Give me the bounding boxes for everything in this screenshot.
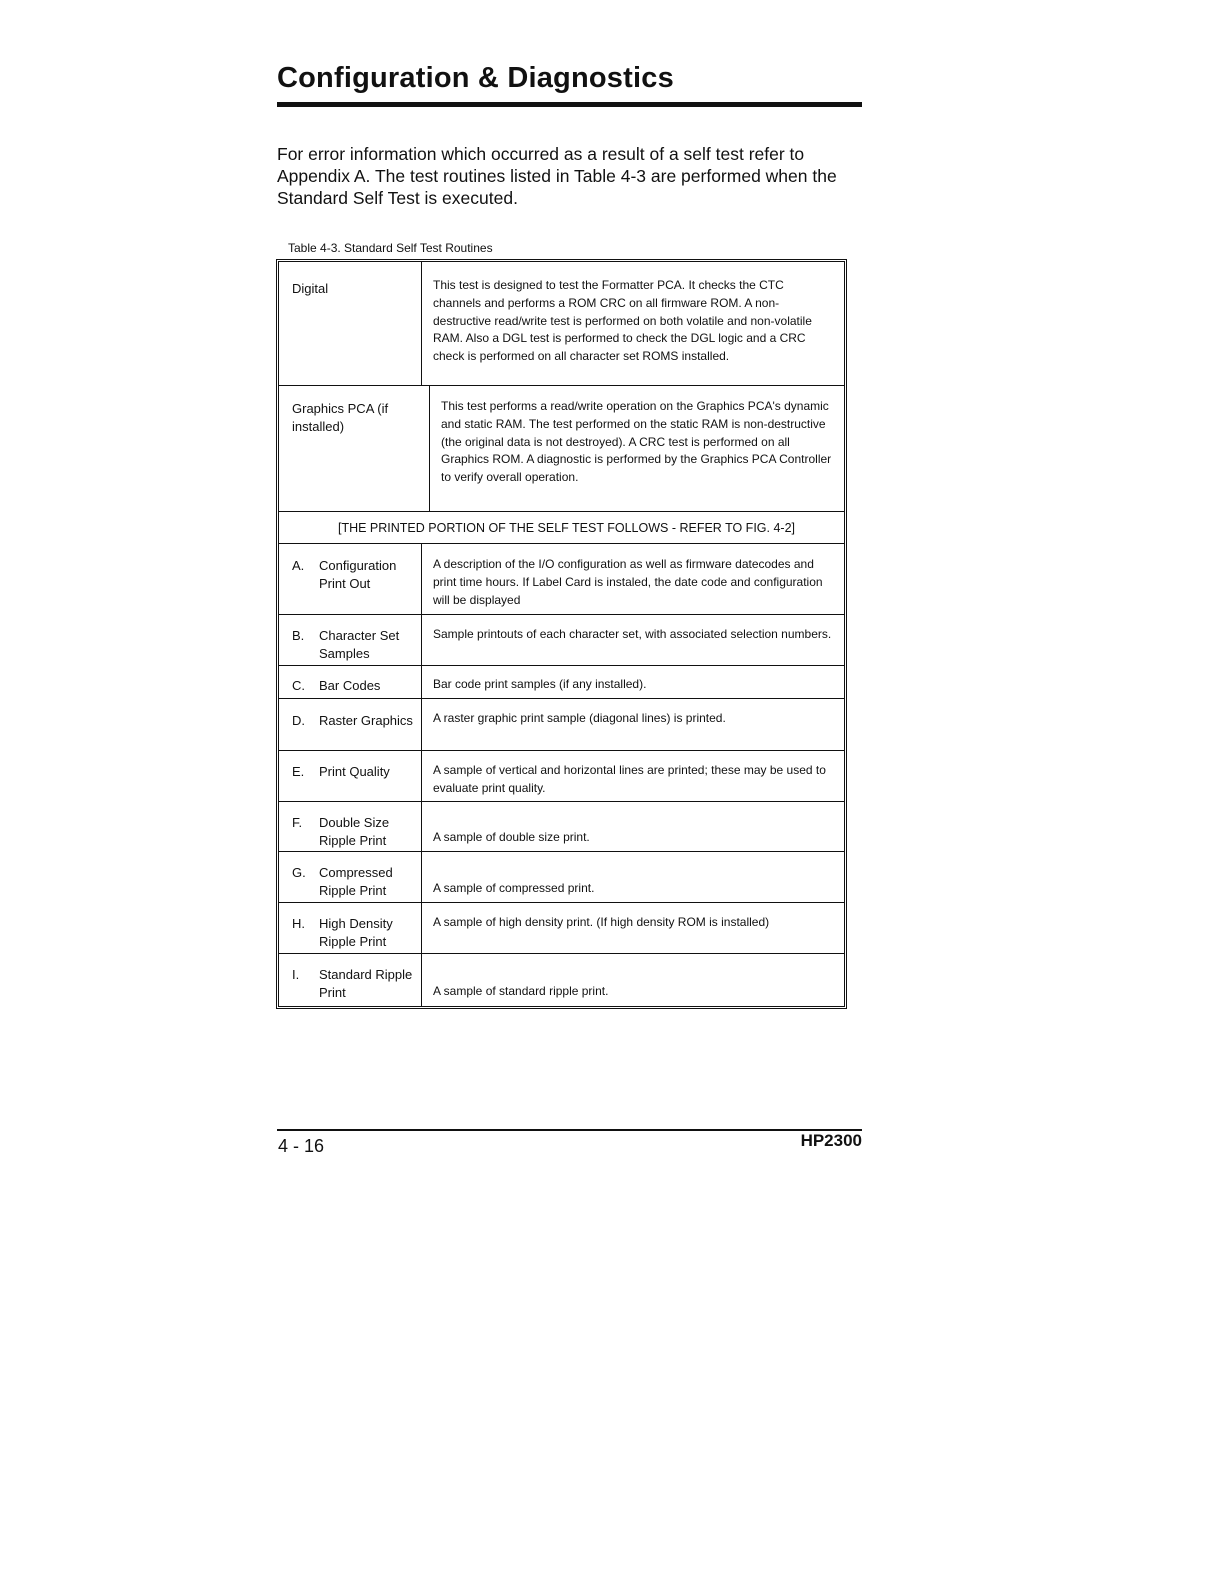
description-text: A sample of double size print. [433, 830, 590, 845]
row-letter: D. [292, 713, 305, 728]
routine-description: A raster graphic print sample (diagonal lines) is printed. [433, 711, 726, 725]
routine-name [279, 751, 422, 801]
header-rule [277, 102, 862, 107]
table-row-e [279, 750, 844, 801]
table-row-f [279, 801, 844, 851]
row-letter: A. [292, 558, 305, 573]
intro-paragraph: For error information which occurred as a result of a self test refer to Appendix A. The test routines listed in Table 4-3 are performed when the Standard Self Test is executed. [277, 144, 837, 208]
printed-portion-note: [THE PRINTED PORTION OF THE SELF TEST FOLLOWS - REFER TO FIG. 4-2] [279, 511, 844, 543]
row-label: Raster Graphics [319, 713, 413, 728]
row-letter: F. [292, 815, 303, 830]
routine-name: Digital [279, 262, 422, 385]
self-test-table [276, 259, 847, 1009]
row-label: Bar Codes [319, 678, 381, 693]
routine-description: Bar code print samples (if any installed). [433, 677, 647, 691]
row-label: Character Set Samples [319, 628, 400, 661]
row-label: Configuration Print Out [319, 558, 397, 591]
table-row-graphics-pca [279, 385, 844, 511]
table-row-a [279, 543, 844, 614]
routine-name [279, 903, 422, 953]
row-letter: I. [292, 967, 300, 982]
row-letter: C. [292, 678, 305, 693]
table-row-b [279, 614, 844, 665]
routine-name [279, 544, 422, 614]
routine-description [422, 802, 844, 851]
row-letter: H. [292, 916, 305, 931]
routine-name: Graphics PCA (if installed) [279, 386, 430, 511]
table-row-c [279, 665, 844, 698]
row-label: Standard Ripple Print [319, 967, 413, 1000]
routine-name [279, 954, 422, 1006]
routine-description [422, 954, 844, 1006]
routine-description: A description of the I/O configuration as well as firmware datecodes and print time hours. If Label Card is instaled, the date code and configuration will be displayed [433, 557, 823, 607]
routine-name [279, 666, 422, 698]
routine-description: This test is designed to test the Formatter PCA. It checks the CTC channels and performs a ROM CRC on all firmware ROM. A non-destructive read/write test is performed on both volatile and non-volatile RAM. Also a DGL test is performed to check the DGL logic and a CRC check is performed on all character set ROMS installed. [433, 278, 812, 364]
routine-name [279, 852, 422, 902]
model-name: HP2300 [800, 1131, 862, 1150]
routine-description: A sample of vertical and horizontal lines are printed; these may be used to evaluate print quality. [433, 763, 826, 795]
row-label: Double Size Ripple Print [319, 815, 390, 848]
routine-name [279, 802, 422, 851]
table-caption: Table 4-3. Standard Self Test Routines [288, 241, 493, 255]
row-letter: G. [292, 865, 306, 880]
row-label: Print Quality [319, 764, 390, 779]
routine-description [422, 852, 844, 902]
table-row-d [279, 698, 844, 750]
routine-name [279, 615, 422, 665]
table-row-digital [279, 262, 844, 385]
footer-rule [277, 1129, 862, 1131]
row-letter: B. [292, 628, 305, 643]
page-title: Configuration & Diagnostics [277, 62, 674, 94]
routine-name [279, 699, 422, 750]
description-text: A sample of standard ripple print. [433, 984, 609, 999]
table-row-g [279, 851, 844, 902]
table-row-h [279, 902, 844, 953]
routine-description: This test performs a read/write operation on the Graphics PCA's dynamic and static RAM. The test performed on the static RAM is non-destructive (the original data is not destroyed). A CRC test is performed on all Graphics ROM. A diagnostic is performed by the Graphics PCA Controller to verify overall operation. [441, 399, 832, 485]
description-text: A sample of compressed print. [433, 881, 595, 896]
row-letter: E. [292, 764, 305, 779]
row-label: Compressed Ripple Print [319, 865, 393, 898]
page-number: 4 - 16 [278, 1136, 325, 1156]
routine-description: A sample of high density print. (If high density ROM is installed) [433, 915, 770, 929]
row-label: High Density Ripple Print [319, 916, 393, 949]
routine-description: Sample printouts of each character set, with associated selection numbers. [433, 627, 832, 641]
table-row-i [279, 953, 844, 1006]
